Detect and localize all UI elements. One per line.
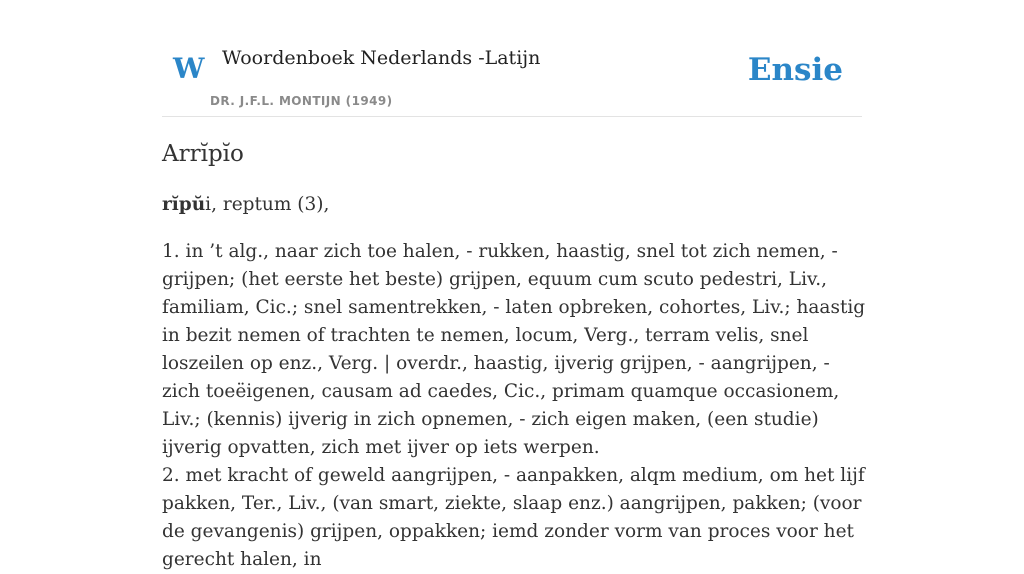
entry-forms-bold: rĭpŭ — [162, 194, 206, 215]
book-author: DR. J.F.L. MONTIJN (1949) — [210, 94, 393, 108]
header — [162, 0, 862, 117]
entry-content — [162, 137, 868, 574]
entry-headword: Arrĭpĭo — [162, 141, 244, 167]
book-title[interactable]: Woordenboek Nederlands -Latijn — [222, 47, 541, 69]
entry-forms — [162, 191, 868, 219]
book-logo-letter[interactable]: W — [173, 52, 205, 85]
ensie-logo-link[interactable]: Ensie — [747, 52, 843, 88]
entry-sense-1: 1. in ’t alg., naar zich toe halen, - rukken, haastig, snel tot zich nemen, - grijpen; (het eerste het beste) grijpen, equum cum scuto pedestri, Liv., familiam, Cic.; snel samentrekken, - laten opbreken, cohortes, Liv.; haastig in bezit nemen of trachten te nemen, locum, Verg., terram velis, snel loszeilen op enz., Verg. | overdr., haastig, ijverig grijpen, - aangrijpen, - zich toeëigenen, causam ad caedes, Cic., primam quamque occasionem, Liv.; (kennis) ijverig in zich opnemen, - zich eigen maken, (een studie) ijverig opvatten, zich met ijver op iets werpen. — [162, 241, 866, 458]
entry-forms-rest: i, reptum (3), — [205, 194, 330, 215]
entry-sense-2: 2. met kracht of geweld aangrijpen, - aanpakken, alqm medium, om het lijf pakken, Ter., Liv., (van smart, ziekte, slaap enz.) aangrijpen, pakken; (voor de gevangenis) grijpen, oppakken; iemd zonder vorm van proces voor het gerecht halen, in — [162, 465, 865, 570]
